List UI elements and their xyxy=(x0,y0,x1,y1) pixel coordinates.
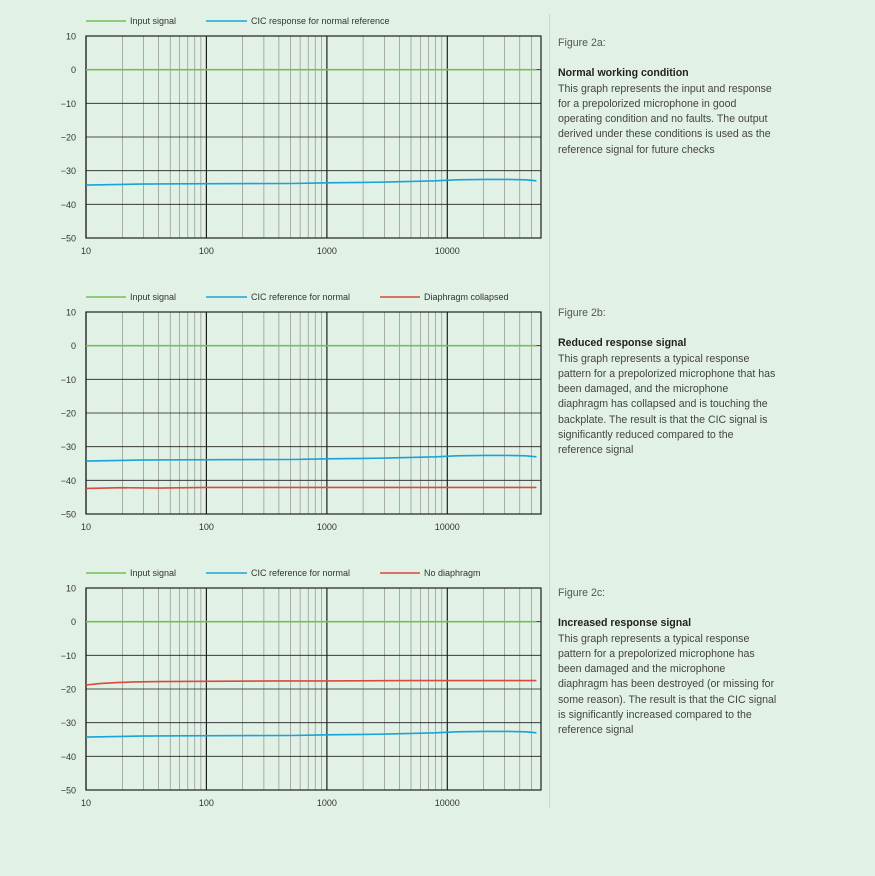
y-tick-label: −40 xyxy=(60,475,76,486)
x-tick-label: 1000 xyxy=(316,246,337,256)
y-tick-label: −50 xyxy=(60,509,76,520)
column-divider xyxy=(549,14,550,808)
caption-figure-2a xyxy=(558,36,778,158)
y-tick-label: −30 xyxy=(60,442,76,453)
legend-label: CIC reference for normal xyxy=(251,568,351,578)
y-tick-label: −50 xyxy=(60,233,76,244)
chart-svg xyxy=(0,562,548,814)
x-tick-label: 100 xyxy=(198,246,214,256)
x-tick-label: 100 xyxy=(198,798,214,808)
caption-body: This graph represents a typical response pattern for a prepolorized microphone that has been damaged, and the microphone diaphragm has collapsed and is touching the backplate. The result is that the CIC signal is significantly reduced compared to the reference signal xyxy=(558,352,776,457)
figure-label: Figure 2b: xyxy=(558,307,606,319)
y-tick-label: 0 xyxy=(70,341,76,352)
x-tick-label: 1000 xyxy=(316,798,337,808)
chart-svg xyxy=(0,286,548,538)
caption-figure-2b xyxy=(558,306,778,459)
y-tick-label: −10 xyxy=(60,98,76,109)
legend-label: CIC response for normal reference xyxy=(251,16,390,26)
x-tick-label: 10000 xyxy=(434,522,460,532)
x-tick-label: 10 xyxy=(80,798,92,808)
legend-label: Diaphragm collapsed xyxy=(424,292,509,302)
y-tick-label: −20 xyxy=(60,684,76,695)
series-line xyxy=(86,731,536,737)
x-tick-label: 10 xyxy=(80,522,92,532)
figure-label: Figure 2c: xyxy=(558,587,606,599)
series-line xyxy=(86,179,536,185)
x-tick-label: 1000 xyxy=(316,522,337,532)
chart-figure-2b xyxy=(0,286,548,556)
legend-label: No diaphragm xyxy=(424,568,481,578)
y-tick-label: −20 xyxy=(60,408,76,419)
chart-svg xyxy=(0,10,548,262)
y-tick-label: −40 xyxy=(60,751,76,762)
caption-figure-2c xyxy=(558,586,778,739)
legend-label: CIC reference for normal xyxy=(251,292,351,302)
series-line xyxy=(86,455,536,461)
y-tick-label: −10 xyxy=(60,374,76,385)
figure-label: Figure 2a: xyxy=(558,37,606,49)
y-tick-label: −30 xyxy=(60,718,76,729)
caption-body: This graph represents a typical response pattern for a prepolorized microphone has been damaged and the microphone diaphragm has been destroyed (or missing for some reason). The result is that the CIC signal is significantly increased compared to the reference signal xyxy=(558,632,777,737)
legend-label: Input signal xyxy=(130,568,177,578)
caption-heading: Reduced response signal xyxy=(558,337,687,350)
legend-label: Input signal xyxy=(130,16,177,26)
caption-heading: Normal working condition xyxy=(558,67,689,80)
y-tick-label: 0 xyxy=(70,65,76,76)
chart-figure-2c xyxy=(0,562,548,832)
y-tick-label: 10 xyxy=(65,307,76,318)
y-tick-label: 10 xyxy=(65,583,76,594)
y-tick-label: −20 xyxy=(60,132,76,143)
chart-figure-2a xyxy=(0,10,548,280)
x-tick-label: 10000 xyxy=(434,798,460,808)
y-tick-label: −30 xyxy=(60,166,76,177)
y-tick-label: 0 xyxy=(70,617,76,628)
x-tick-label: 10 xyxy=(80,246,92,256)
x-tick-label: 100 xyxy=(198,522,214,532)
series-line xyxy=(86,487,536,488)
y-tick-label: −10 xyxy=(60,650,76,661)
caption-body: This graph represents the input and response for a prepolorized microphone in good operating condition and no faults. The output derived under these conditions is used as the reference signal for future checks xyxy=(558,82,772,156)
y-tick-label: −40 xyxy=(60,199,76,210)
y-tick-label: −50 xyxy=(60,785,76,796)
caption-heading: Increased response signal xyxy=(558,617,692,630)
x-tick-label: 10000 xyxy=(434,246,460,256)
legend-label: Input signal xyxy=(130,292,177,302)
y-tick-label: 10 xyxy=(65,31,76,42)
series-line xyxy=(86,681,536,685)
